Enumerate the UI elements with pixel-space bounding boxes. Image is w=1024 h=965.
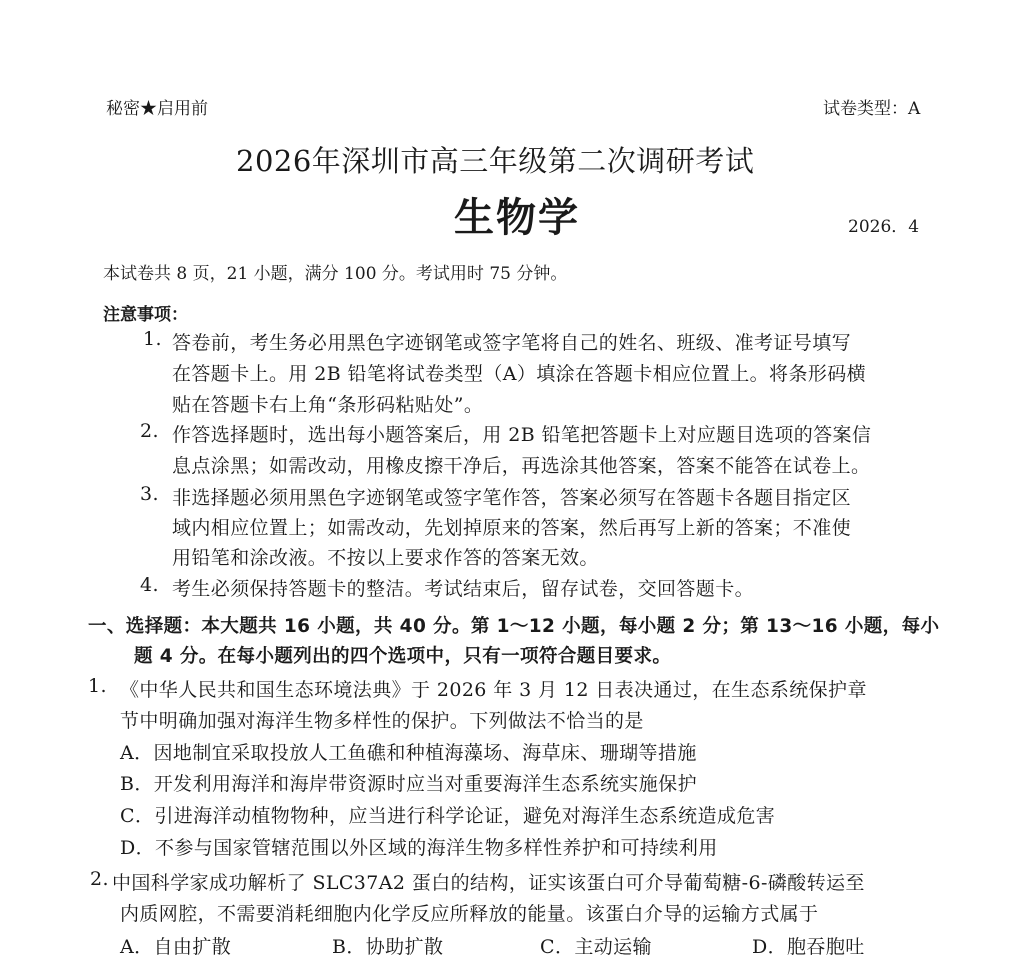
- note-number: 3.: [140, 483, 159, 505]
- note-line: 非选择题必须用黑色字迹钢笔或签字笔作答，答案必须写在答题卡各题目指定区: [172, 487, 852, 509]
- question-stem: 节中明确加强对海洋生物多样性的保护。下列做法不恰当的是: [120, 710, 644, 732]
- note-line: 贴在答题卡右上角“条形码粘贴处”。: [172, 394, 484, 416]
- question-number: 2.: [90, 868, 109, 890]
- option-c: C．引进海洋动植物物种，应当进行科学论证，避免对海洋生态系统造成危害: [120, 805, 776, 827]
- question-stem: 内质网腔，不需要消耗细胞内化学反应所释放的能量。该蛋白介导的运输方式属于: [120, 903, 819, 925]
- option-d: D．胞吞胞吐: [752, 936, 865, 958]
- option-d: D．不参与国家管辖范围以外区域的海洋生物多样性养护和可持续利用: [120, 837, 718, 859]
- exam-title: 2026年深圳市高三年级第二次调研考试: [236, 144, 755, 178]
- option-c: C．主动运输: [540, 936, 652, 958]
- note-line: 答卷前，考生务必用黑色字迹钢笔或签字笔将自己的姓名、班级、准考证号填写: [172, 332, 852, 354]
- option-a: A．自由扩散: [120, 936, 232, 958]
- note-line: 在答题卡上。用 2B 铅笔将试卷类型（A）填涂在答题卡相应位置上。将条形码横: [172, 363, 867, 385]
- paper-type-label: 试卷类型：A: [823, 99, 921, 119]
- exam-intro: 本试卷共 8 页，21 小题，满分 100 分。考试用时 75 分钟。: [103, 264, 568, 284]
- question-stem: 《中华人民共和国生态环境法典》于 2026 年 3 月 12 日表决通过，在生态系统保护章: [120, 679, 867, 701]
- option-b: B．开发利用海洋和海岸带资源时应当对重要海洋生态系统实施保护: [120, 773, 697, 795]
- question-stem: 中国科学家成功解析了 SLC37A2 蛋白的结构，证实该蛋白可介导葡萄糖-6-磷酸转运至: [112, 872, 865, 894]
- note-line: 作答选择题时，选出每小题答案后，用 2B 铅笔把答题卡上对应题目选项的答案信: [172, 424, 872, 446]
- confidential-label: 秘密★启用前: [106, 99, 208, 119]
- note-number: 1.: [143, 328, 162, 350]
- option-b: B．协助扩散: [332, 936, 444, 958]
- notes-heading: 注意事项：: [103, 305, 188, 325]
- note-line: 用铅笔和涂改液。不按以上要求作答的答案无效。: [172, 547, 599, 569]
- question-number: 1.: [88, 675, 107, 697]
- note-line: 域内相应位置上；如需改动，先划掉原来的答案，然后再写上新的答案；不准使: [172, 517, 852, 539]
- section-heading: 一、选择题：本大题共 16 小题，共 40 分。第 1～12 小题，每小题 2 分；第 13～16 小题，每小: [88, 616, 940, 637]
- note-line: 息点涂黑；如需改动，用橡皮擦干净后，再选涂其他答案，答案不能答在试卷上。: [172, 455, 871, 477]
- section-heading-cont: 题 4 分。在每小题列出的四个选项中，只有一项符合题目要求。: [134, 646, 672, 667]
- note-number: 2.: [140, 420, 159, 442]
- subject-title: 生物学: [454, 195, 580, 241]
- exam-date: 2026．4: [848, 217, 920, 237]
- note-number: 4.: [140, 574, 159, 596]
- option-a: A．因地制宜采取投放人工鱼礁和种植海藻场、海草床、珊瑚等措施: [120, 742, 697, 764]
- note-line: 考生必须保持答题卡的整洁。考试结束后，留存试卷，交回答题卡。: [172, 578, 755, 600]
